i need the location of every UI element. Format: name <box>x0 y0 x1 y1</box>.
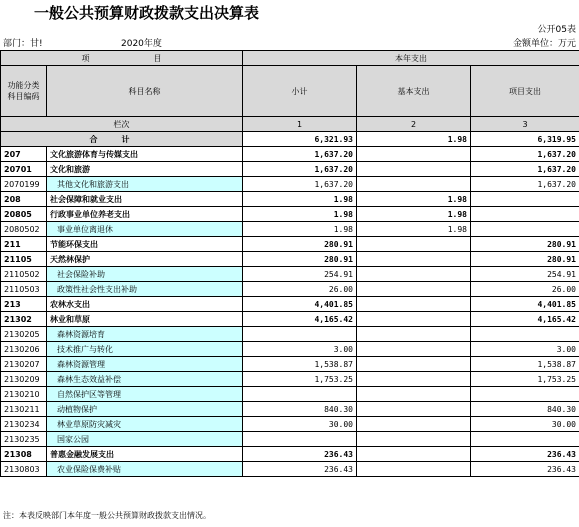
row-subtotal: 1,637.20 <box>243 177 357 192</box>
table-row <box>1 417 579 432</box>
row-code: 213 <box>1 297 47 312</box>
row-name: 文化和旅游 <box>47 162 243 177</box>
table-row <box>1 252 579 267</box>
row-name: 动植物保护 <box>47 402 243 417</box>
row-project <box>471 432 579 447</box>
row-name: 行政事业单位养老支出 <box>47 207 243 222</box>
row-code: 21302 <box>1 312 47 327</box>
row-subtotal: 1,637.20 <box>243 162 357 177</box>
table-row <box>1 327 579 342</box>
row-project: 4,401.85 <box>471 297 579 312</box>
total-label: 合计 <box>1 132 243 147</box>
row-basic <box>357 237 471 252</box>
row-subtotal: 280.91 <box>243 252 357 267</box>
fiscal-year: 2020年度 <box>121 39 162 49</box>
row-name: 林业和草原 <box>47 312 243 327</box>
row-name: 国家公园 <box>47 432 243 447</box>
row-basic <box>357 462 471 477</box>
row-subtotal: 840.30 <box>243 402 357 417</box>
row-basic: 1.98 <box>357 207 471 222</box>
header-item: 项 目 <box>1 51 243 66</box>
row-code: 2130234 <box>1 417 47 432</box>
row-subtotal: 1,637.20 <box>243 147 357 162</box>
row-code: 2070199 <box>1 177 47 192</box>
row-code: 2110502 <box>1 267 47 282</box>
row-subtotal: 1,538.87 <box>243 357 357 372</box>
row-subtotal: 1.98 <box>243 207 357 222</box>
row-name: 技术推广与转化 <box>47 342 243 357</box>
row-code: 2130207 <box>1 357 47 372</box>
row-subtotal: 4,165.42 <box>243 312 357 327</box>
table-row <box>1 312 579 327</box>
header-current-expense: 本年支出 <box>243 51 579 66</box>
row-code: 20805 <box>1 207 47 222</box>
row-name: 林业草原防灾减灾 <box>47 417 243 432</box>
table-row <box>1 192 579 207</box>
row-basic <box>357 252 471 267</box>
row-basic <box>357 312 471 327</box>
row-code: 21105 <box>1 252 47 267</box>
table-row <box>1 207 579 222</box>
row-subtotal: 30.00 <box>243 417 357 432</box>
row-subtotal: 254.91 <box>243 267 357 282</box>
row-basic <box>357 162 471 177</box>
row-name: 事业单位离退休 <box>47 222 243 237</box>
row-name: 社会保障和就业支出 <box>47 192 243 207</box>
seq-label: 栏次 <box>1 117 243 132</box>
row-name: 其他文化和旅游支出 <box>47 177 243 192</box>
row-project: 1,637.20 <box>471 162 579 177</box>
row-code: 21308 <box>1 447 47 462</box>
row-subtotal <box>243 327 357 342</box>
header-basic: 基本支出 <box>357 66 471 117</box>
row-code: 2130210 <box>1 387 47 402</box>
row-basic <box>357 417 471 432</box>
table-row <box>1 222 579 237</box>
total-project: 6,319.95 <box>471 132 579 147</box>
row-basic <box>357 387 471 402</box>
row-basic <box>357 177 471 192</box>
row-name: 普惠金融发展支出 <box>47 447 243 462</box>
total-subtotal: 6,321.93 <box>243 132 357 147</box>
row-basic <box>357 357 471 372</box>
row-name: 节能环保支出 <box>47 237 243 252</box>
seq-2: 2 <box>357 117 471 132</box>
row-project: 30.00 <box>471 417 579 432</box>
row-project: 1,637.20 <box>471 177 579 192</box>
row-name: 农业保险保费补贴 <box>47 462 243 477</box>
department-label: 部门：甘! <box>3 39 43 49</box>
report-title: 一般公共预算财政拨款支出决算表 <box>34 4 260 22</box>
row-name: 森林资源管理 <box>47 357 243 372</box>
row-subtotal: 3.00 <box>243 342 357 357</box>
row-code: 20701 <box>1 162 47 177</box>
row-name: 森林资源培育 <box>47 327 243 342</box>
table-row <box>1 297 579 312</box>
row-name: 农林水支出 <box>47 297 243 312</box>
row-code: 2130211 <box>1 402 47 417</box>
header-name: 科目名称 <box>47 66 243 117</box>
row-code: 208 <box>1 192 47 207</box>
row-basic <box>357 372 471 387</box>
row-project: 840.30 <box>471 402 579 417</box>
row-code: 2130235 <box>1 432 47 447</box>
row-code: 211 <box>1 237 47 252</box>
row-subtotal: 236.43 <box>243 462 357 477</box>
footnote: 注：本表反映部门本年度一般公共预算财政拨款支出情况。 <box>3 511 211 520</box>
table-row <box>1 162 579 177</box>
row-subtotal: 1,753.25 <box>243 372 357 387</box>
amount-unit: 金额单位：万元 <box>512 39 576 49</box>
row-basic <box>357 147 471 162</box>
seq-3: 3 <box>471 117 579 132</box>
row-basic <box>357 447 471 462</box>
table-row <box>1 267 579 282</box>
row-name: 社会保险补助 <box>47 267 243 282</box>
row-project: 254.91 <box>471 267 579 282</box>
row-subtotal: 26.00 <box>243 282 357 297</box>
row-project: 1,538.87 <box>471 357 579 372</box>
row-basic <box>357 432 471 447</box>
row-name: 文化旅游体育与传媒支出 <box>47 147 243 162</box>
row-subtotal <box>243 387 357 402</box>
table-row <box>1 357 579 372</box>
seq-1: 1 <box>243 117 357 132</box>
table-row <box>1 402 579 417</box>
row-basic <box>357 342 471 357</box>
table-row <box>1 282 579 297</box>
row-project: 236.43 <box>471 462 579 477</box>
table-row <box>1 237 579 252</box>
row-basic <box>357 267 471 282</box>
total-basic: 1.98 <box>357 132 471 147</box>
row-basic: 1.98 <box>357 222 471 237</box>
row-project: 3.00 <box>471 342 579 357</box>
row-project: 26.00 <box>471 282 579 297</box>
row-project: 1,753.25 <box>471 372 579 387</box>
table-row <box>1 432 579 447</box>
table-row <box>1 447 579 462</box>
header-project: 项目支出 <box>471 66 579 117</box>
row-name: 天然林保护 <box>47 252 243 267</box>
row-subtotal: 1.98 <box>243 192 357 207</box>
row-code: 2130205 <box>1 327 47 342</box>
row-subtotal: 280.91 <box>243 237 357 252</box>
form-number: 公开05表 <box>537 25 576 35</box>
row-subtotal: 236.43 <box>243 447 357 462</box>
expenditure-table <box>0 50 579 477</box>
row-code: 2130803 <box>1 462 47 477</box>
table-row <box>1 387 579 402</box>
table-row <box>1 372 579 387</box>
row-project <box>471 222 579 237</box>
row-project <box>471 207 579 222</box>
row-name: 自然保护区等管理 <box>47 387 243 402</box>
row-basic: 1.98 <box>357 192 471 207</box>
row-project <box>471 387 579 402</box>
row-project: 280.91 <box>471 237 579 252</box>
header-code: 功能分类科目编码 <box>1 66 47 117</box>
row-code: 2080502 <box>1 222 47 237</box>
header-subtotal: 小计 <box>243 66 357 117</box>
table-row <box>1 177 579 192</box>
row-name: 森林生态效益补偿 <box>47 372 243 387</box>
row-subtotal: 4,401.85 <box>243 297 357 312</box>
table-row <box>1 147 579 162</box>
row-basic <box>357 297 471 312</box>
row-code: 2130209 <box>1 372 47 387</box>
row-subtotal <box>243 432 357 447</box>
row-project: 280.91 <box>471 252 579 267</box>
row-subtotal: 1.98 <box>243 222 357 237</box>
row-code: 207 <box>1 147 47 162</box>
row-code: 2130206 <box>1 342 47 357</box>
row-code: 2110503 <box>1 282 47 297</box>
row-project: 236.43 <box>471 447 579 462</box>
row-basic <box>357 402 471 417</box>
row-project <box>471 192 579 207</box>
row-project: 1,637.20 <box>471 147 579 162</box>
row-basic <box>357 282 471 297</box>
row-basic <box>357 327 471 342</box>
row-name: 政策性社会性支出补助 <box>47 282 243 297</box>
table-row <box>1 462 579 477</box>
row-project: 4,165.42 <box>471 312 579 327</box>
table-row <box>1 342 579 357</box>
row-project <box>471 327 579 342</box>
